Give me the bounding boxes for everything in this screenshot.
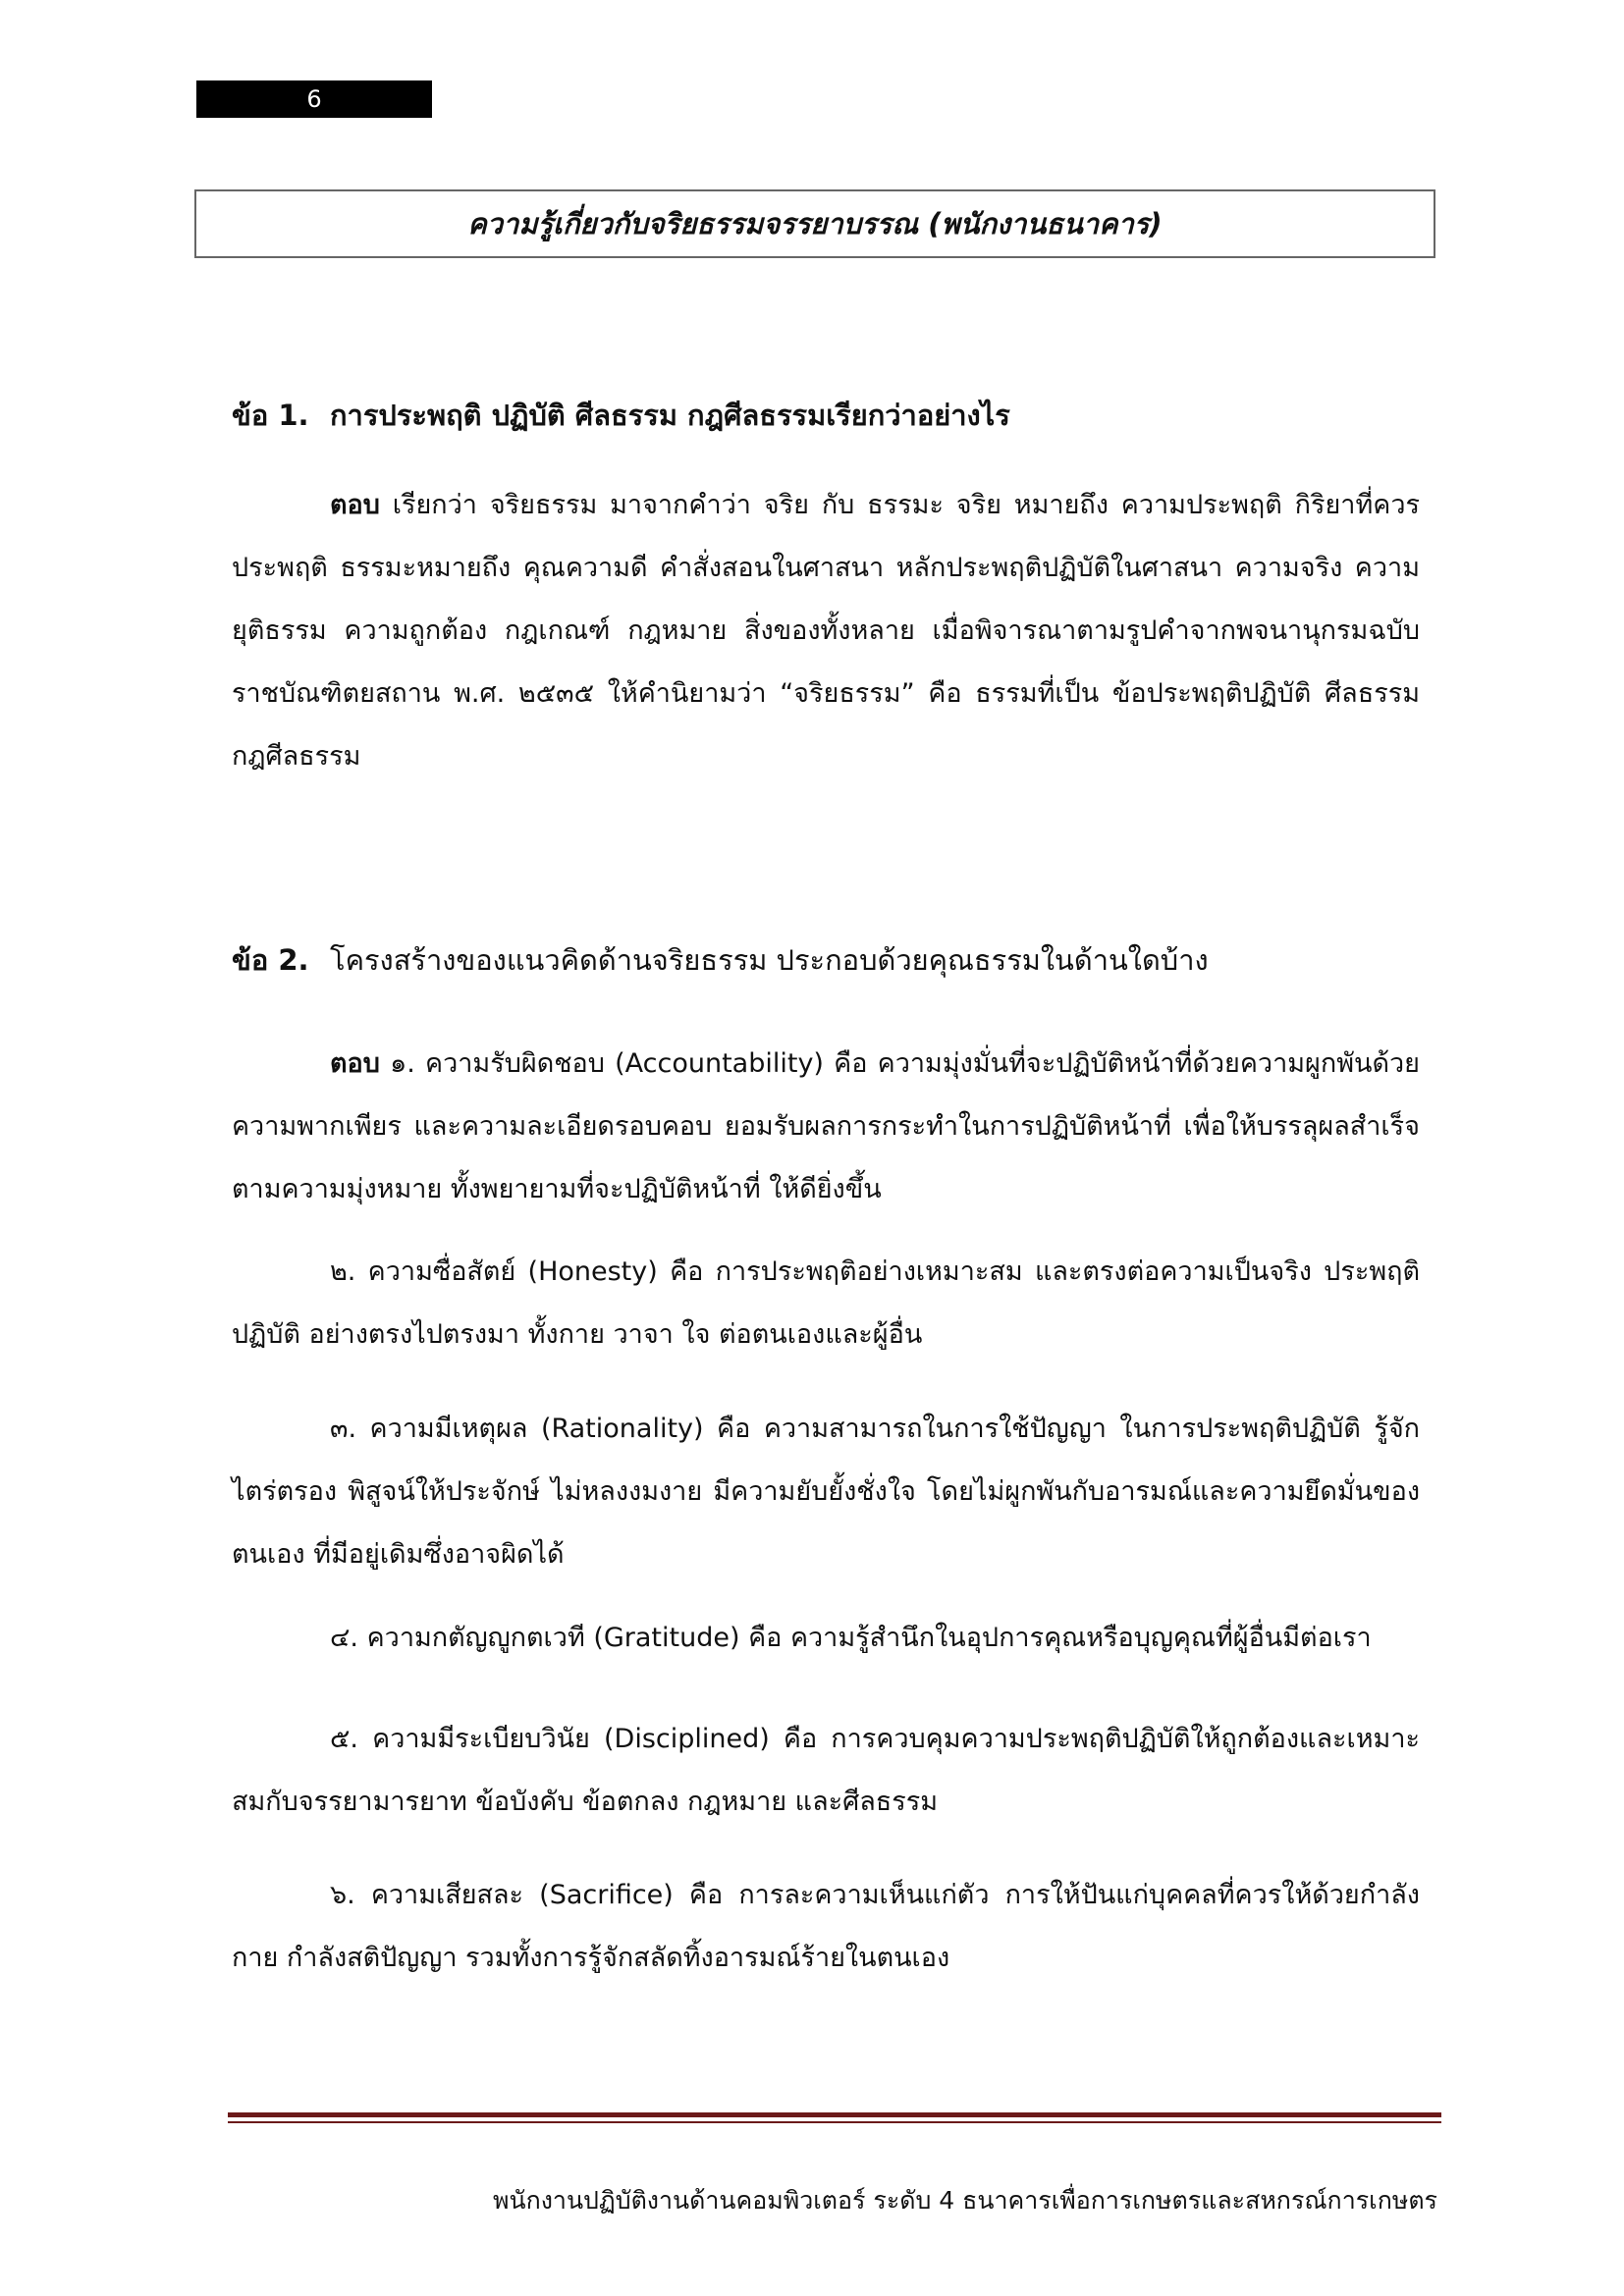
question-1 — [232, 393, 1010, 438]
answer-2-item-6-text: ๖. ความเสียสละ (Sacrifice) คือ การละความเห็นแก่ตัว การให้ปันแก่บุคคลที่ควรให้ด้วยกำลังกาย กำลังสติปัญญา รวมทั้งการรู้จักสลัดทิ้งอารมณ์ร้ายในตนเอง — [232, 1880, 1420, 1973]
footer-text: พนักงานปฏิบัติงานด้านคอมพิวเตอร์ ระดับ 4 ธนาคารเพื่อการเกษตรและสหกรณ์การเกษตร — [493, 2186, 1437, 2215]
page-title-text: ความรู้เกี่ยวกับจริยธรรมจรรยาบรรณ (พนักงานธนาคาร) — [467, 207, 1163, 240]
question-2-number: ข้อ 2. — [232, 943, 309, 977]
answer-2-item-5 — [232, 1708, 1420, 1834]
answer-1 — [232, 474, 1420, 788]
answer-2-item-5-text: ๕. ความมีระเบียบวินัย (Disciplined) คือ การควบคุมความประพฤติปฏิบัติให้ถูกต้องและเหมาะสมกับจรรยามารยาท ข้อบังคับ ข้อตกลง กฎหมาย และศีลธรรม — [232, 1724, 1420, 1817]
answer-2-item-1-text: ๑. ความรับผิดชอบ (Accountability) คือ ความมุ่งมั่นที่จะปฏิบัติหน้าที่ด้วยความผูกพันด้วยความพากเพียร และความละเอียดรอบคอบ ยอมรับผลการกระทำในการปฏิบัติหน้าที่ เพื่อให้บรรลุผลสำเร็จตามความมุ่งหมาย ทั้งพยายามที่จะปฏิบัติหน้าที่ ให้ดียิ่งขึ้น — [232, 1048, 1420, 1204]
answer-1-label: ตอบ — [330, 490, 380, 520]
question-2-text: โครงสร้างของแนวคิดด้านจริยธรรม ประกอบด้วยคุณธรรมในด้านใดบ้าง — [330, 943, 1209, 977]
footer-rule-thin — [228, 2121, 1441, 2123]
page-number: 6 — [196, 80, 432, 118]
answer-2-item-3 — [232, 1398, 1420, 1586]
answer-1-text: เรียกว่า จริยธรรม มาจากคำว่า จริย กับ ธรรมะ จริย หมายถึง ความประพฤติ กิริยาที่ควรประพฤติ ธรรมะหมายถึง คุณความดี คำสั่งสอนในศาสนา หลักประพฤติปฏิบัติในศาสนา ความจริง ความยุติธรรม ความถูกต้อง กฎเกณฑ์ กฎหมาย สิ่งของทั้งหลาย เมื่อพิจารณาตามรูปคำจากพจนานุกรมฉบับราชบัณฑิตยสถาน พ.ศ. ๒๕๓๕ ให้คำนิยามว่า “จริยธรรม” คือ ธรรมที่เป็น ข้อประพฤติปฏิบัติ ศีลธรรม กฎศีลธรรม — [232, 490, 1420, 772]
answer-2-item-3-text: ๓. ความมีเหตุผล (Rationality) คือ ความสามารถในการใช้ปัญญา ในการประพฤติปฏิบัติ รู้จักไตร่ตรอง พิสูจน์ให้ประจักษ์ ไม่หลงงมงาย มีความยับยั้งชั่งใจ โดยไม่ผูกพันกับอารมณ์และความยึดมั่นของตนเอง ที่มีอยู่เดิมซึ่งอาจผิดได้ — [232, 1414, 1420, 1570]
question-1-number: ข้อ 1. — [232, 399, 309, 432]
page-title — [194, 189, 1435, 258]
footer-rule — [228, 2112, 1441, 2117]
question-2 — [232, 937, 1209, 983]
answer-2-item-1 — [232, 1033, 1420, 1221]
answer-2-item-6 — [232, 1864, 1420, 1990]
question-1-text: การประพฤติ ปฏิบัติ ศีลธรรม กฎศีลธรรมเรียกว่าอย่างไร — [330, 399, 1010, 432]
answer-2-item-2 — [232, 1241, 1420, 1366]
answer-2-item-4-text: ๔. ความกตัญญูกตเวที (Gratitude) คือ ความรู้สำนึกในอุปการคุณหรือบุญคุณที่ผู้อื่นมีต่อเรา — [330, 1623, 1372, 1653]
answer-2-label: ตอบ — [330, 1048, 380, 1079]
answer-2-item-2-text: ๒. ความซื่อสัตย์ (Honesty) คือ การประพฤติอย่างเหมาะสม และตรงต่อความเป็นจริง ประพฤติปฏิบัติ อย่างตรงไปตรงมา ทั้งกาย วาจา ใจ ต่อตนเองและผู้อื่น — [232, 1256, 1420, 1350]
answer-2-item-4 — [232, 1607, 1420, 1670]
